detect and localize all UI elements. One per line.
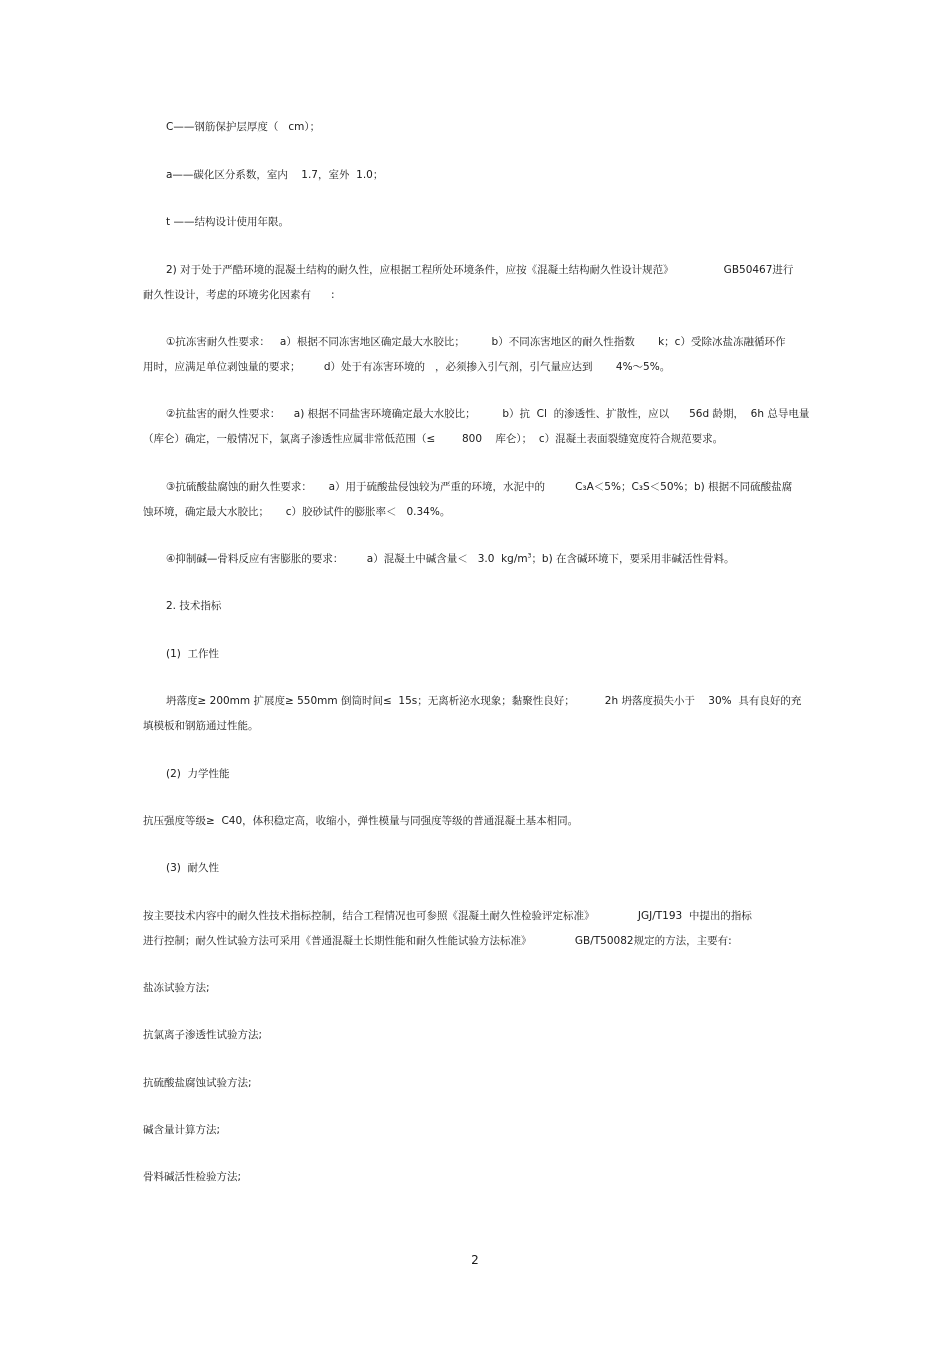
sulfate-line1: ③抗硫酸盐腐蚀的耐久性要求： a）用于硫酸盐侵蚀较为严重的环境，水泥中的 C₃A＜5%；C₃S＜50%；b) 根据不同硫酸盐腐	[166, 481, 793, 493]
durability-line2: 进行控制；耐久性试验方法可采用《普通混凝土长期性能和耐久性能试验方法标准》 GB/T50082规定的方法，主要有:	[143, 935, 732, 947]
definition-c: C——钢筋保护层厚度（ cm）；	[166, 121, 321, 133]
freeze-line1: ①抗冻害耐久性要求： a）根据不同冻害地区确定最大水胶比； b）不同冻害地区的耐久性指数 k；c）受除冰盐冻融循环作	[166, 336, 786, 348]
workability-line1: 坍落度≥ 200mm 扩展度≥ 550mm 倒筒时间≤ 15s；无离析泌水现象；黏聚性良好； 2h 坍落度损失小于 30% 具有良好的充	[166, 695, 802, 707]
sulfate-line2: 蚀环境，确定最大水胶比； c）胶砂试件的膨胀率＜ 0.34%。	[143, 506, 451, 518]
alkali-text-before: ④抑制碱—骨料反应有害膨胀的要求： a）混凝土中碱含量＜ 3.0 kg/m	[166, 553, 528, 565]
alkali-superscript: 3	[527, 552, 532, 560]
subheading-workability: (1) 工作性	[166, 648, 220, 660]
method-item: 盐冻试验方法;	[143, 982, 210, 994]
section-title: 2. 技术指标	[166, 600, 222, 612]
method-item: 抗氯离子渗透性试验方法;	[143, 1029, 263, 1041]
subheading-mechanical: (2) 力学性能	[166, 768, 230, 780]
definition-a: a——碳化区分系数，室内 1.7，室外 1.0；	[166, 169, 384, 181]
durability-line1: 按主要技术内容中的耐久性技术指标控制，结合工程情况也可参照《混凝土耐久性检验评定标准》 JGJ/T193 中提出的指标	[143, 910, 752, 922]
method-item: 骨料碱活性检验方法;	[143, 1171, 242, 1183]
salt-line2: （库仑）确定，一般情况下，氯离子渗透性应属非常低范围（≤ 800 库仑）； c）混凝土表面裂缝宽度符合规范要求。	[143, 433, 724, 445]
alkali-text-after: ；b) 在含碱环境下，要采用非碱活性骨料。	[531, 553, 735, 565]
item2-line2: 耐久性设计，考虑的环境劣化因素有 :	[143, 289, 335, 301]
subheading-durability: (3) 耐久性	[166, 862, 220, 874]
method-item: 碱含量计算方法;	[143, 1124, 221, 1136]
freeze-line2: 用时，应满足单位剥蚀量的要求； d）处于有冻害环境的 ，必须掺入引气剂，引气量应达到 4%～5%。	[143, 361, 671, 373]
page-number: 2	[471, 1253, 479, 1267]
method-item: 抗硫酸盐腐蚀试验方法;	[143, 1077, 252, 1089]
workability-line2: 填模板和钢筋通过性能。	[143, 720, 259, 732]
alkali-line	[166, 552, 735, 566]
mechanical-line: 抗压强度等级≥ C40，体积稳定高，收缩小，弹性模量与同强度等级的普通混凝土基本相同。	[143, 815, 579, 827]
salt-line1: ②抗盐害的耐久性要求： a) 根据不同盐害环境确定最大水胶比； b）抗 Cl 的渗透性、扩散性，应以 56d 龄期， 6h 总导电量	[166, 408, 810, 420]
definition-t: t ——结构设计使用年限。	[166, 216, 289, 228]
item2-line1: 2) 对于处于严酷环境的混凝土结构的耐久性，应根据工程所处环境条件，应按《混凝土结构耐久性设计规范》 GB50467进行	[166, 264, 794, 276]
